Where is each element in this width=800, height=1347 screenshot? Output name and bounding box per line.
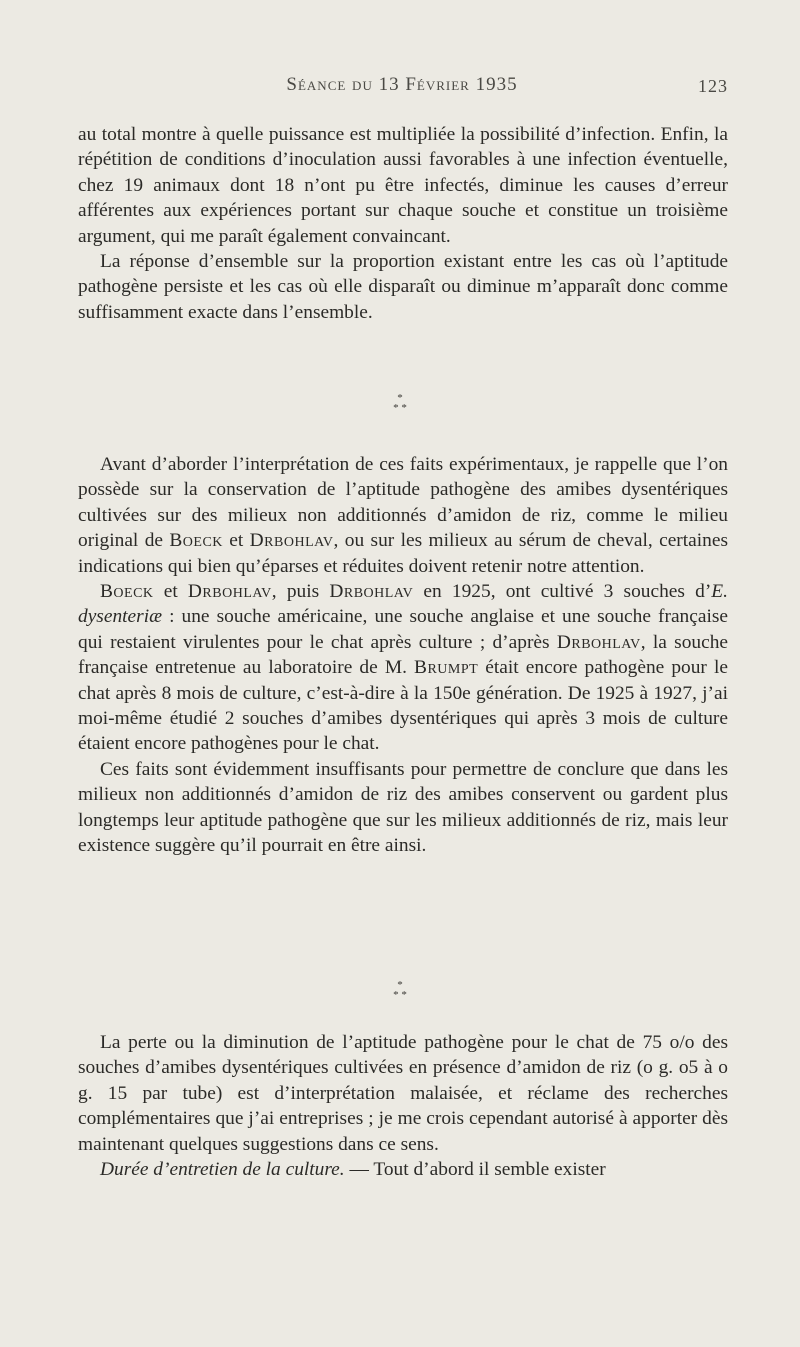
text-run: en 1925, ont cultivé 3 souches d’ <box>413 581 712 603</box>
author-name: Drbohlav <box>249 530 334 552</box>
asterism-bottom-stars: * * <box>393 989 407 1001</box>
page-number: 123 <box>698 76 728 96</box>
asterism-top-star: * <box>397 392 403 404</box>
section-2 <box>78 452 728 859</box>
paragraph: La perte ou la diminution de l’aptitude pathogène pour le chat de 75 o/o des souches d’amibes dysentériques cultivées en présence d’amidon de riz (o g. o5 à o g. 15 par tube) est d’interprétation malaisée, et réclame des recherches complémentaires que j’ai entreprises ; je me crois cependant autorisé à apporter dès maintenant quelques suggestions dans ce sens. <box>78 1032 728 1155</box>
text-run: , puis <box>271 581 330 603</box>
author-name: Boeck <box>169 530 223 552</box>
author-name: Drbohlav <box>329 581 414 603</box>
asterism-bottom-stars: * * <box>393 402 407 414</box>
paragraph: La réponse d’ensemble sur la proportion existant entre les cas où l’aptitude pathogène persiste et les cas où elle disparaît ou diminue m’apparaît donc comme suffisamment exacte dans l’ensemble. <box>78 251 728 323</box>
author-name: Boeck <box>100 581 154 603</box>
author-name: Brumpt <box>414 657 479 679</box>
text-run: Avant d’aborder l’interprétation de ces faits expérimentaux, je rappelle que l’on possède sur la conservation de l’aptitude pathogène des amibes dysentériques cultivées sur des milieux non additionnés d’amidon de riz, comme le milieu original de <box>78 454 728 552</box>
text-run: était encore pathogène pour le chat après 8 mois de culture, c’est-à-dire à la 150e génération. De 1925 à 1927, j’ai moi-même étudié 2 souches d’amibes dysentériques qui après 3 mois de culture étaient encore pathogènes pour le chat. <box>78 657 728 755</box>
asterism-top-star: * <box>397 979 403 991</box>
text-run: — Tout d’abord il semble exister <box>344 1159 606 1181</box>
author-name: Drbohlav <box>556 631 641 653</box>
text-run: , la souche française entretenue au laboratoire de M. <box>78 631 728 679</box>
paragraph <box>78 1157 728 1182</box>
subsection-heading: Durée d’entretien de la culture. <box>100 1159 345 1181</box>
running-header <box>76 70 728 106</box>
text-run: et <box>153 581 188 603</box>
text-run: : une souche américaine, une souche anglaise et une souche française qui restaient virulentes pour le chat après culture ; d’après <box>78 606 728 653</box>
species-name: E. dysenteriæ <box>78 581 728 628</box>
running-title: Séance du 13 Février 1935 <box>286 74 518 95</box>
paragraph <box>78 452 728 579</box>
text-run: , ou sur les milieux au sérum de cheval, certaines indications qui bien qu’éparses et réduites doivent retenir notre attention. <box>78 530 728 577</box>
text-run: et <box>222 530 250 552</box>
paragraph <box>78 579 728 757</box>
section-1 <box>78 122 728 325</box>
section-3 <box>78 1030 728 1182</box>
paragraph: au total montre à quelle puissance est multipliée la possibilité d’infection. Enfin, la répétition de conditions d’inoculation aussi favorables à une infection éventuelle, chez 19 animaux dont 18 n’ont pu être infectés, diminue les causes d’erreur afférentes aux expériences portant sur chaque souche et constitue un troisième argument, qui me paraît également convaincant. <box>78 124 728 247</box>
asterism-divider <box>0 393 800 413</box>
paragraph: Ces faits sont évidemment insuffisants pour permettre de conclure que dans les milieux non additionnés d’amidon de riz des amibes conservent ou gardent plus longtemps leur aptitude pathogène que sur les milieux additionnés de riz, mais leur existence suggère qu’il pourrait en être ainsi. <box>78 758 728 857</box>
author-name: Drbohlav <box>187 581 272 603</box>
asterism-divider <box>0 980 800 1000</box>
